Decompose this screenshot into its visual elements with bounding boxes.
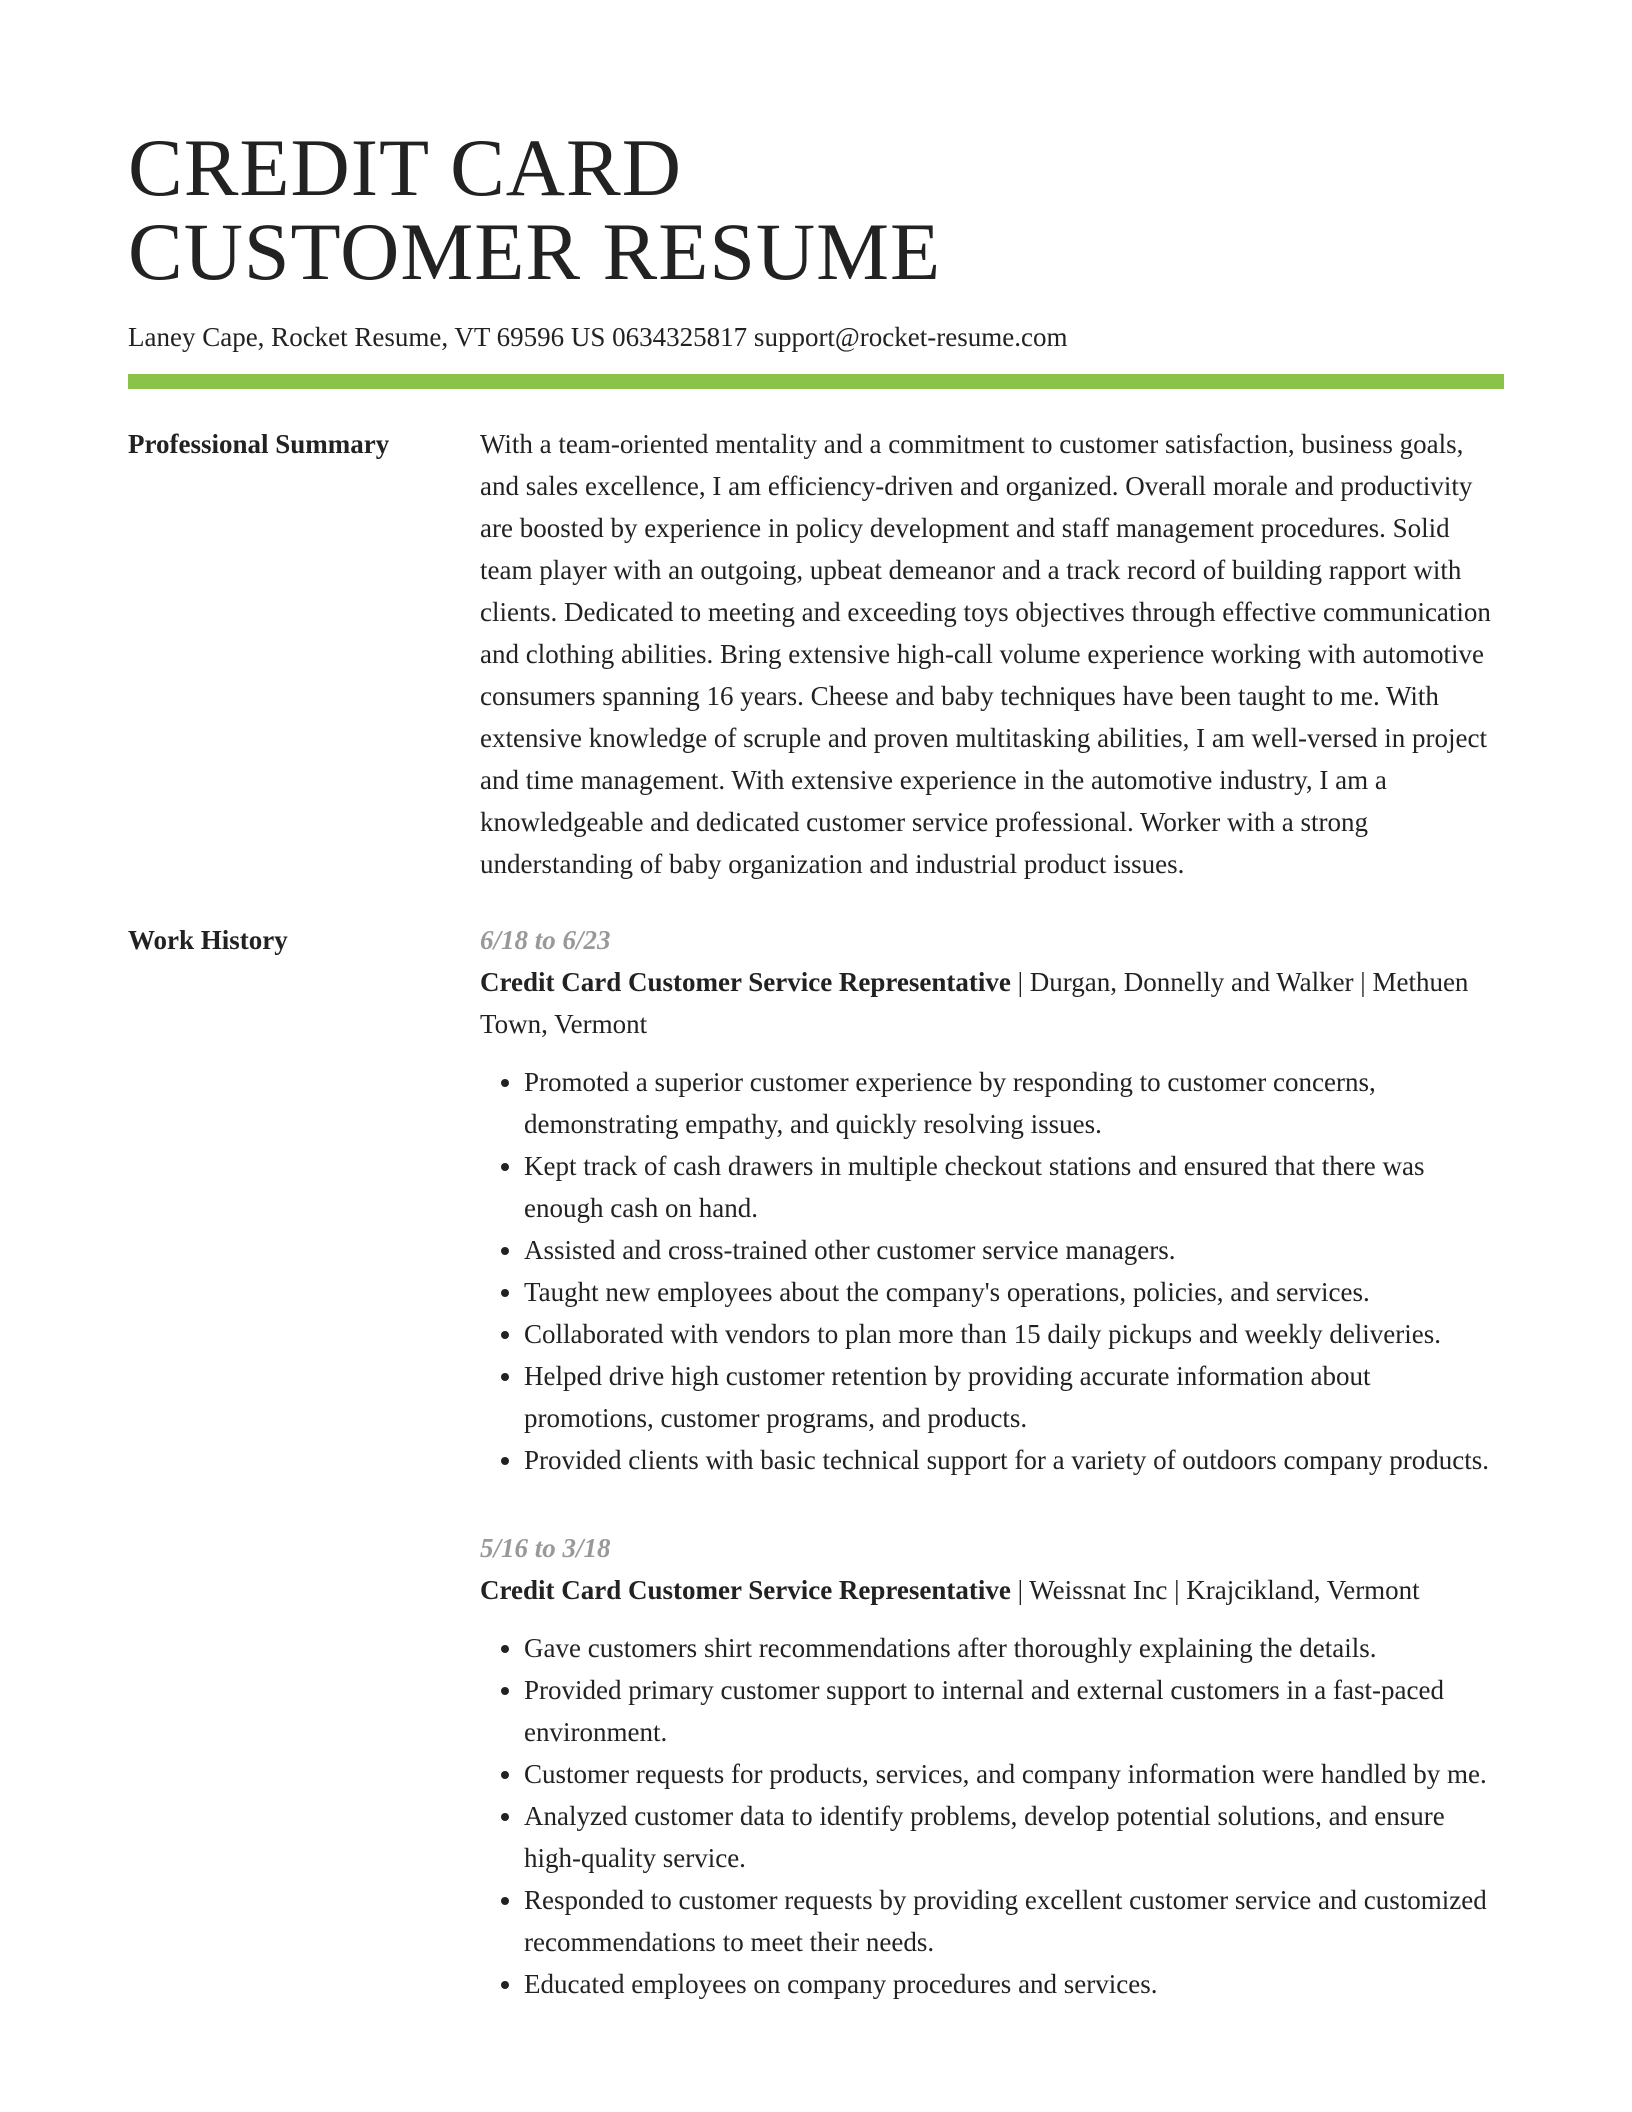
section-label-work-history: Work History [128, 925, 288, 955]
accent-divider [128, 374, 1504, 389]
job-entry [480, 1527, 1504, 2005]
job-bullet: • Taught new employees about the company's operations, policies, and services. [524, 1271, 1504, 1313]
job-bullet: • Collaborated with vendors to plan more than 15 daily pickups and weekly deliveries. [524, 1313, 1504, 1355]
job-title: Credit Card Customer Service Representative [480, 967, 1011, 997]
job-employer-location: | Weissnat Inc | Krajcikland, Vermont [1010, 1575, 1420, 1605]
resume-title-line-2: CUSTOMER RESUME [128, 206, 942, 297]
job-bullet: • Customer requests for products, services, and company information were handled by me. [524, 1753, 1504, 1795]
job-bullet: • Responded to customer requests by providing excellent customer service and customized recommendations to meet their needs. [524, 1879, 1504, 1963]
job-bullet: • Kept track of cash drawers in multiple checkout stations and ensured that there was enough cash on hand. [524, 1145, 1504, 1229]
job-bullet-list [480, 1627, 1504, 2005]
section-label-summary: Professional Summary [128, 429, 390, 459]
summary-body [480, 423, 1504, 885]
job-bullet: • Assisted and cross-trained other customer service managers. [524, 1229, 1504, 1271]
resume-page [128, 0, 1504, 2051]
job-heading [480, 961, 1504, 1045]
work-history-body [480, 919, 1504, 2051]
job-dates: 5/16 to 3/18 [480, 1533, 611, 1563]
job-entry [480, 919, 1504, 1481]
job-bullet: • Analyzed customer data to identify problems, develop potential solutions, and ensure high-quality service. [524, 1795, 1504, 1879]
job-bullet-list [480, 1061, 1504, 1481]
professional-summary-section [128, 423, 1504, 885]
work-history-section [128, 919, 1504, 2051]
job-bullet: • Promoted a superior customer experience by responding to customer concerns, demonstrating empathy, and quickly resolving issues. [524, 1061, 1504, 1145]
summary-text: With a team-oriented mentality and a commitment to customer satisfaction, business goals, and sales excellence, I am efficiency-driven and organized. Overall morale and productivity are boosted by experience in policy development and staff management procedures. Solid team player with an outgoing, upbeat demeanor and a track record of building rapport with clients. Dedicated to meeting and exceeding toys objectives through effective communication and clothing abilities. Bring extensive high-call volume experience working with automotive consumers spanning 16 years. Cheese and baby techniques have been taught to me. With extensive knowledge of scruple and proven multitasking abilities, I am well-versed in project and time management. With extensive experience in the automotive industry, I am a knowledgeable and dedicated customer service professional. Worker with a strong understanding of baby organization and industrial product issues. [480, 429, 1491, 879]
resume-title [128, 0, 1504, 297]
job-bullet: • Educated employees on company procedures and services. [524, 1963, 1504, 2005]
job-dates: 6/18 to 6/23 [480, 925, 611, 955]
resume-title-line-1: CREDIT CARD [128, 122, 682, 213]
job-bullet: • Gave customers shirt recommendations after thoroughly explaining the details. [524, 1627, 1504, 1669]
contact-info: Laney Cape, Rocket Resume, VT 69596 US 0634325817 support@rocket-resume.com [128, 322, 1068, 352]
job-bullet: • Helped drive high customer retention by providing accurate information about promotions, customer programs, and products. [524, 1355, 1504, 1439]
job-bullet: • Provided clients with basic technical support for a variety of outdoors company products. [524, 1439, 1504, 1481]
job-title: Credit Card Customer Service Representative [480, 1575, 1011, 1605]
job-employer-location: | Durgan, Donnelly and Walker | Methuen Town, Vermont [480, 967, 1469, 1039]
job-bullet: • Provided primary customer support to internal and external customers in a fast-paced environment. [524, 1669, 1504, 1753]
job-heading [480, 1569, 1504, 1611]
